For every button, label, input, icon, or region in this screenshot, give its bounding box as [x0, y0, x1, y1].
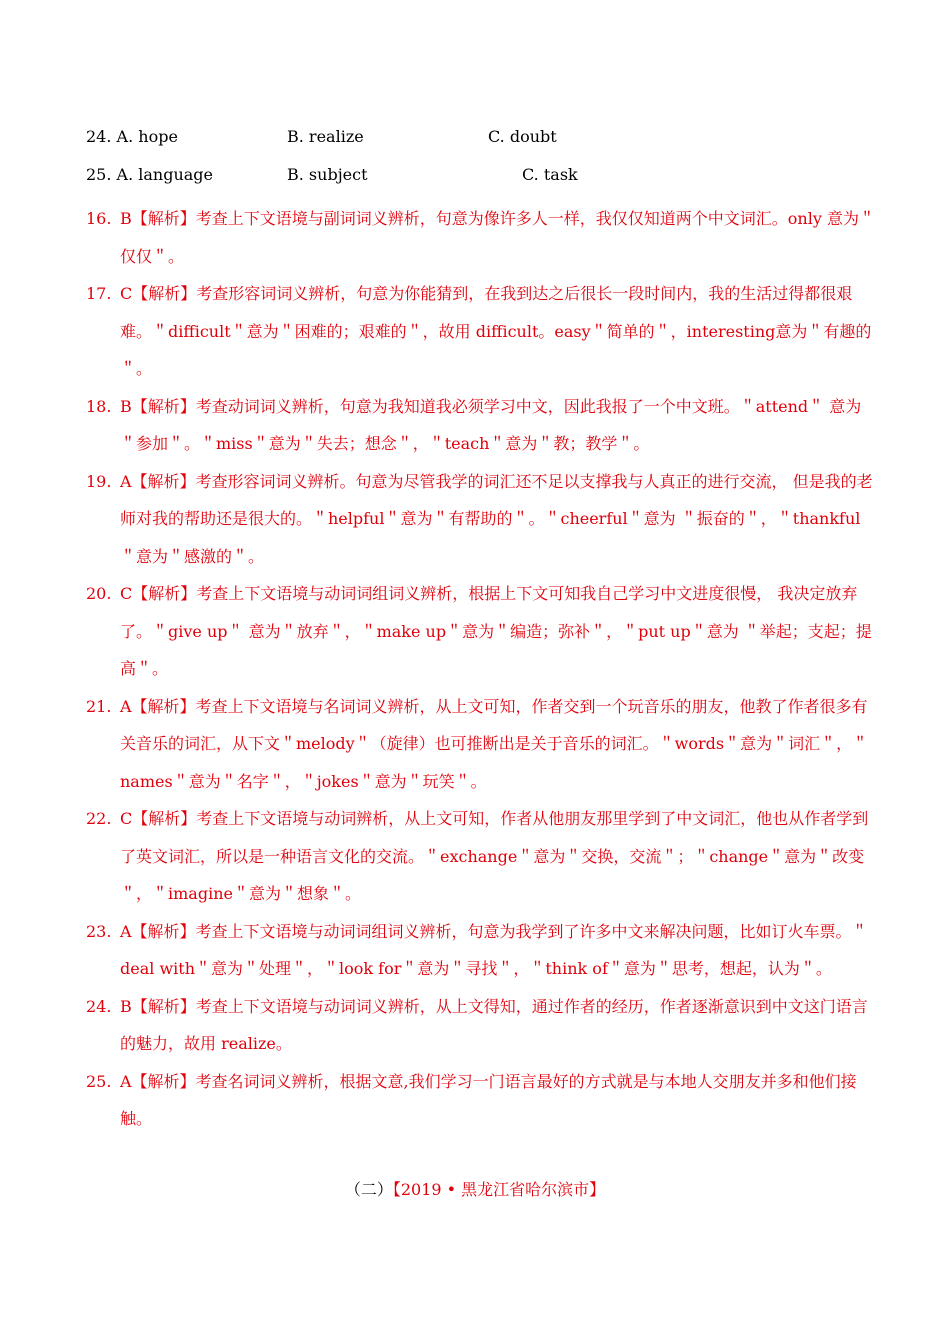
answer-number: 23.: [86, 921, 112, 941]
answer-number: 22.: [86, 809, 112, 828]
answer-number: 24.: [86, 996, 112, 1016]
answer-item: [86, 275, 876, 388]
answer-item: [86, 575, 876, 688]
option-a: 24. A. hope: [86, 127, 178, 146]
answer-number: 17.: [86, 284, 112, 303]
option-c: C. task: [522, 165, 578, 184]
answer-item: [86, 200, 876, 275]
answer-number: 20.: [86, 584, 112, 603]
answer-number: 19.: [86, 471, 112, 491]
option-b: B. subject: [287, 165, 368, 184]
answer-number: 18.: [86, 396, 112, 416]
answer-text: A【解析】考查上下文语境与动词词组词义辨析，句意为我学到了许多中文来解决问题，比如订火车票。＂deal with＂意为＂处理＂，＂look for＂意为＂寻找＂，＂think of＂意为＂思考，想起，认为＂。: [120, 921, 868, 978]
answer-number: 16.: [86, 209, 112, 228]
section-number: （二）: [344, 1180, 393, 1199]
source-label: 【2019 • 黑龙江省哈尔滨市】: [392, 1180, 606, 1199]
answer-item: [86, 463, 876, 576]
answer-item: [86, 988, 876, 1063]
answer-text: A【解析】考查上下文语境与名词词义辨析，从上文可知，作者交到一个玩音乐的朋友，他教了作者很多有关音乐的词汇，从下文＂melody＂（旋律）也可推断出是关于音乐的词汇。＂words＂意为＂词汇＂，＂names＂意为＂名字＂，＂jokes＂意为＂玩笑＂。: [120, 696, 869, 791]
answer-text: B【解析】考查上下文语境与副词词义辨析，句意为像许多人一样，我仅仅知道两个中文词汇。only 意为＂仅仅＂。: [120, 209, 875, 266]
answer-item: [86, 913, 876, 988]
section-heading: [0, 1178, 950, 1202]
answer-explanations: [86, 200, 876, 1138]
answer-item: [86, 800, 876, 913]
answer-item: [86, 388, 876, 463]
answer-text: B【解析】考查动词词义辨析，句意为我知道我必须学习中文，因此我报了一个中文班。＂attend＂ 意为＂参加＂。＂miss＂意为＂失去；想念＂，＂teach＂意为＂教；教学＂。: [120, 396, 862, 453]
answer-text: A【解析】考查形容词词义辨析。句意为尽管我学的词汇还不足以支撑我与人真正的进行交流， 但是我的老师对我的帮助还是很大的。＂helpful＂意为＂有帮助的＂。＂cheerful＂意为 ＂振奋的＂，＂thankful＂意为＂感激的＂。: [120, 471, 873, 566]
option-a: 25. A. language: [86, 165, 214, 184]
answer-text: C【解析】考查上下文语境与动词词组词义辨析，根据上下文可知我自己学习中文进度很慢， 我决定放弃了。＂give up＂ 意为＂放弃＂，＂make up＂意为＂编造；弥补＂，＂put up＂意为 ＂举起；支起；提高＂。: [120, 584, 872, 678]
option-c: C. doubt: [488, 127, 557, 146]
answer-text: B【解析】考查上下文语境与动词词义辨析，从上文得知，通过作者的经历，作者逐渐意识到中文这门语言的魅力，故用 realize。: [120, 996, 868, 1053]
answer-number: 25.: [86, 1071, 112, 1091]
option-b: B. realize: [287, 127, 364, 146]
answer-item: [86, 688, 876, 801]
answer-text: C【解析】考查上下文语境与动词辨析，从上文可知，作者从他朋友那里学到了中文词汇，他也从作者学到了英文词汇，所以是一种语言文化的交流。＂exchange＂意为＂交换，交流＂；＂change＂意为＂改变＂，＂imagine＂意为＂想象＂。: [120, 809, 869, 903]
answer-text: A【解析】考查名词词义辨析，根据文意,我们学习一门语言最好的方式就是与本地人交朋友并多和他们接触。: [120, 1071, 857, 1128]
answer-item: [86, 1063, 876, 1138]
answer-number: 21.: [86, 696, 112, 716]
answer-text: C【解析】考查形容词词义辨析，句意为你能猜到，在我到达之后很长一段时间内，我的生活过得都很艰难。＂difficult＂意为＂困难的；艰难的＂，故用 difficult。easy＂简单的＂，interesting意为＂有趣的＂。: [120, 284, 872, 378]
